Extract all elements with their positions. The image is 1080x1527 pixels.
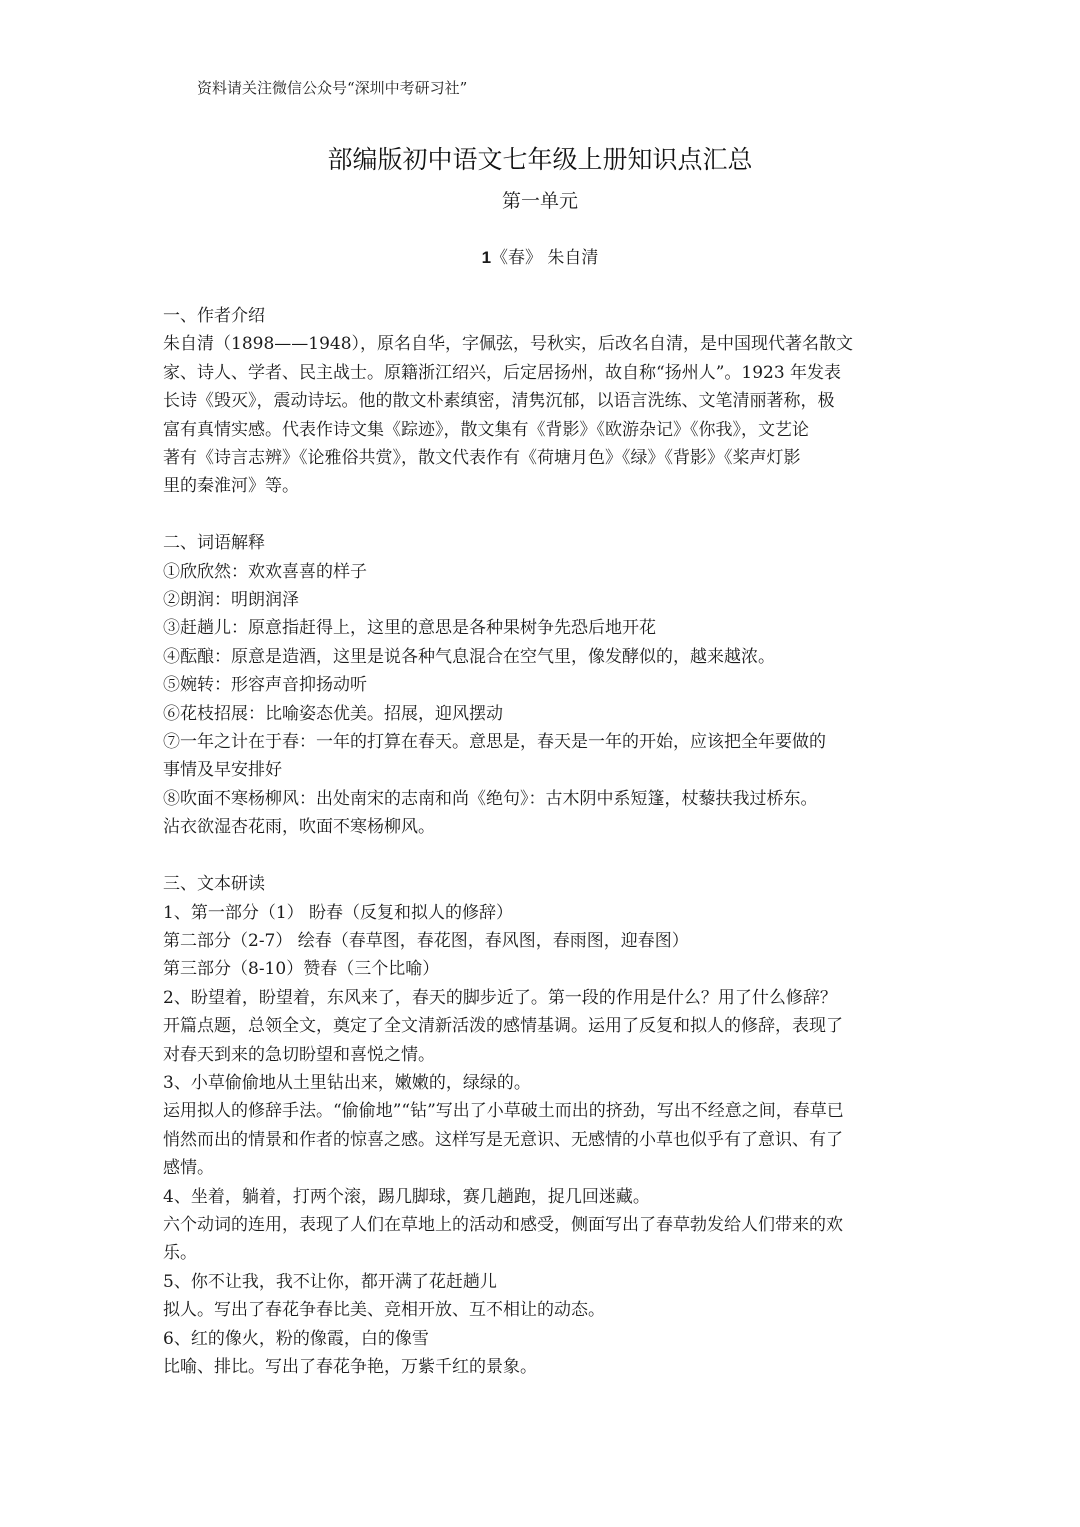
- page-title: 部编版初中语文七年级上册知识点汇总: [327, 145, 753, 174]
- text-study-line: 3、小草偷偷地从土里钻出来，嫩嫩的，绿绿的。: [163, 1072, 531, 1093]
- text-study-line: 运用拟人的修辞手法。“偷偷地”“钻”写出了小草破土而出的挤劲，写出不经意之间，春草已: [163, 1101, 844, 1122]
- text-study-line: 拟人。写出了春花争春比美、竞相开放、互不相让的动态。: [163, 1300, 605, 1321]
- section-heading-text-study: 三、文本研读: [163, 874, 265, 895]
- lesson-heading: [0, 244, 1080, 272]
- text-study-line: 5、你不让我，我不让你，都开满了花赶趟儿: [163, 1271, 497, 1292]
- author-line: 家、诗人、学者、民主战士。原籍浙江绍兴，后定居扬州，故自称“扬州人”。1923 年发表: [163, 362, 842, 383]
- vocabulary-line: 事情及早安排好: [163, 760, 282, 781]
- spacer: [163, 842, 923, 870]
- vocabulary-line: 沾衣欲湿杏花雨，吹面不寒杨柳风。: [163, 817, 435, 838]
- header-note: 资料请关注微信公众号“深圳中考研习社”: [197, 79, 468, 97]
- section-heading-author: 一、作者介绍: [163, 306, 265, 326]
- text-study-line: 乐。: [163, 1243, 197, 1264]
- text-study-line: 4、坐着，躺着，打两个滚，踢几脚球，赛几趟跑，捉几回迷藏。: [163, 1186, 650, 1207]
- text-study-line: 比喻、排比。写出了春花争艳，万紫千红的景象。: [163, 1357, 537, 1377]
- vocabulary-line: ①欣欣然：欢欢喜喜的样子: [163, 561, 367, 582]
- text-study-line: 悄然而出的情景和作者的惊喜之感。这样写是无意识、无感情的小草也似乎有了意识、有了: [163, 1129, 843, 1150]
- text-study-line: 6、红的像火，粉的像霞，白的像雪: [163, 1328, 429, 1349]
- text-study-line: 第二部分（2-7） 绘春（春草图，春花图，春风图，春雨图，迎春图）: [163, 930, 689, 951]
- text-study-line: 对春天到来的急切盼望和喜悦之情。: [163, 1044, 435, 1065]
- unit-heading: 第一单元: [501, 190, 578, 212]
- author-line: 富有真情实感。代表作诗文集《踪迹》，散文集有《背影》《欧游杂记》《你我》，文艺论: [163, 419, 809, 440]
- text-study-line: 六个动词的连用，表现了人们在草地上的活动和感受，侧面写出了春草勃发给人们带来的欢: [163, 1214, 843, 1235]
- spacer: [163, 501, 923, 529]
- vocabulary-line: ⑧吹面不寒杨柳风：出处南宋的志南和尚《绝句》：古木阴中系短篷，杖藜扶我过桥东。: [163, 788, 818, 809]
- vocabulary-line: ③赶趟儿：原意指赶得上，这里的意思是各种果树争先恐后地开花: [163, 618, 656, 639]
- vocabulary-line: ④酝酿：原意是造酒，这里是说各种气息混合在空气里，像发酵似的，越来越浓。: [163, 646, 775, 667]
- author-line: 长诗《毁灭》，震动诗坛。他的散文朴素缜密，清隽沉郁，以语言洗练、文笔清丽著称，极: [163, 391, 835, 412]
- author-line: 里的秦淮河》等。: [163, 476, 299, 497]
- author-line: 著有《诗言志辨》《论雅俗共赏》，散文代表作有《荷塘月色》《绿》《背影》《桨声灯影: [163, 448, 801, 469]
- text-study-line: 1、第一部分（1） 盼春（反复和拟人的修辞）: [163, 902, 514, 923]
- lesson-number: 1: [481, 248, 492, 267]
- section-heading-vocabulary: 二、词语解释: [163, 533, 265, 554]
- text-study-line: 感情。: [163, 1158, 214, 1179]
- text-study-line: 第三部分（8-10）赞春（三个比喻）: [163, 959, 440, 980]
- text-study-line: 开篇点题，总领全文，奠定了全文清新活泼的感情基调。运用了反复和拟人的修辞，表现了: [163, 1016, 843, 1037]
- vocabulary-line: ②朗润：明朗润泽: [163, 590, 299, 611]
- vocabulary-line: ⑤婉转：形容声音抑扬动听: [163, 675, 367, 696]
- vocabulary-line: ⑥花枝招展：比喻姿态优美。招展，迎风摆动: [163, 703, 503, 724]
- vocabulary-line: ⑦一年之计在于春：一年的打算在春天。意思是，春天是一年的开始，应该把全年要做的: [163, 732, 826, 753]
- document-body: [163, 302, 923, 1381]
- author-line: 朱自清（1898——1948），原名自华，字佩弦，号秋实，后改名自清，是中国现代著名散文: [163, 334, 854, 355]
- lesson-name: 《春》 朱自清: [491, 248, 599, 268]
- text-study-line: 2、盼望着，盼望着，东风来了，春天的脚步近了。第一段的作用是什么？用了什么修辞？: [163, 987, 837, 1008]
